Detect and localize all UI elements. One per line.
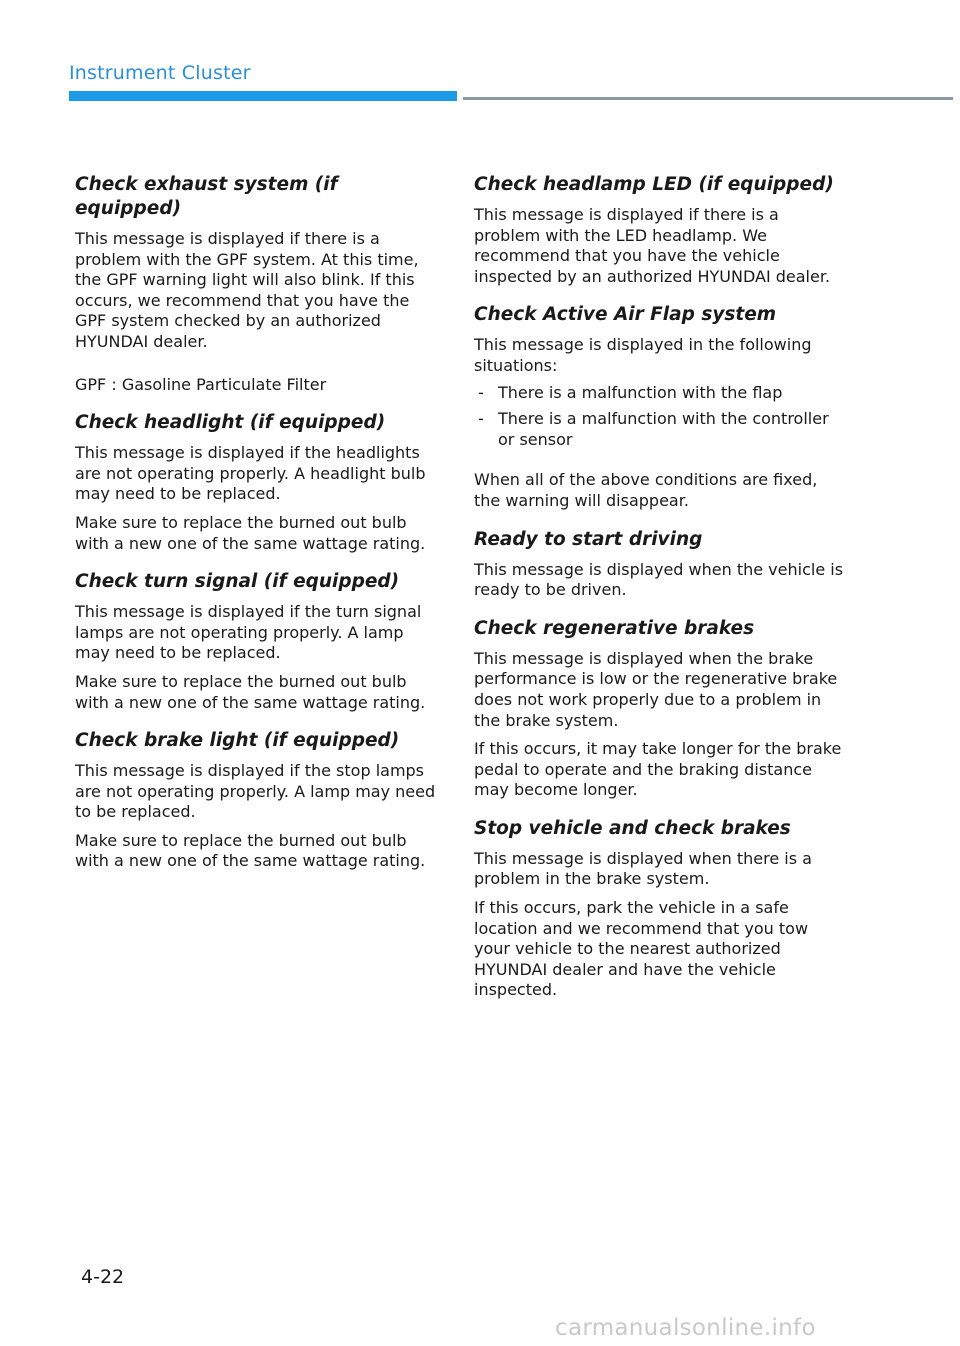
- section-paragraph: This message is displayed if there is a problem with the LED headlamp. We recommend that you have the vehicle inspected by an authorized HYUNDAI dealer.: [474, 205, 831, 286]
- section-paragraph: This message is displayed when the vehicle is ready to be driven.: [474, 559, 844, 600]
- section-heading: Check turn signal (if equipped): [75, 571, 400, 593]
- list-item: - There is a malfunction with the flap: [478, 382, 783, 402]
- section-paragraph: When all of the above conditions are fixed, the warning will disappear.: [474, 470, 818, 510]
- section-paragraph: If this occurs, park the vehicle in a safe location and we recommend that you tow your vehicle to the nearest authorized HYUNDAI dealer and have the vehicle inspected.: [474, 898, 809, 1000]
- dash-bullet-icon: -: [478, 382, 484, 402]
- section-heading: Check Active Air Flap system: [474, 304, 777, 326]
- section-check-headlight: [75, 411, 440, 554]
- section-paragraph: This message is displayed when the brake performance is low or the regenerative brake does not work properly due to a problem in the brake system.: [474, 648, 838, 730]
- section-paragraph: This message is displayed when there is a problem in the brake system.: [474, 848, 812, 889]
- section-check-turn-signal: [75, 570, 440, 713]
- section-ready-to-start: [474, 528, 844, 601]
- section-paragraph: This message is displayed if the headlights are not operating properly. A headlight bulb may need to be replaced.: [75, 443, 426, 504]
- section-heading: Check headlamp LED (if equipped): [474, 174, 834, 195]
- section-heading: Stop vehicle and check brakes: [474, 817, 791, 839]
- header-divider-line: [463, 97, 953, 100]
- section-heading: Check brake light (if equipped): [75, 730, 400, 752]
- page-header-title: Instrument Cluster: [69, 62, 251, 84]
- section-check-active-air-flap: [474, 303, 844, 511]
- page-number: 4-22: [81, 1266, 125, 1288]
- section-stop-vehicle-check-brakes: [474, 817, 844, 1001]
- section-check-brake-light: [75, 729, 440, 872]
- section-paragraph: This message is displayed if the turn signal lamps are not operating properly. A lamp may need to be replaced.: [75, 602, 422, 663]
- section-paragraph: This message is displayed if there is a problem with the GPF system. At this time, the GPF warning light will also blink. If this occurs, we recommend that you have the GPF system checked by an authorized HYUNDAI dealer.: [75, 229, 419, 351]
- section-paragraph: Make sure to replace the burned out bulb with a new one of the same wattage rating.: [75, 512, 426, 553]
- section-check-exhaust: [75, 173, 440, 395]
- section-paragraph: This message is displayed if the stop lamps are not operating properly. A lamp may need to be replaced.: [75, 761, 436, 822]
- list-item: - There is a malfunction with the controller or sensor: [478, 409, 829, 449]
- section-paragraph: This message is displayed in the following situations:: [474, 335, 812, 375]
- condition-list: [474, 383, 844, 451]
- section-heading: Check headlight (if equipped): [75, 412, 386, 434]
- right-column: [474, 173, 844, 1017]
- section-heading: Check exhaust system (if equipped): [75, 174, 338, 219]
- section-heading: Ready to start driving: [474, 528, 703, 550]
- left-column: [75, 173, 440, 888]
- section-paragraph: Make sure to replace the burned out bulb with a new one of the same wattage rating.: [75, 671, 426, 712]
- section-check-headlamp-led: [474, 173, 844, 287]
- header-accent-bar: [69, 91, 457, 101]
- section-heading: Check regenerative brakes: [474, 617, 755, 639]
- section-note: GPF : Gasoline Particulate Filter: [75, 374, 327, 394]
- section-paragraph: Make sure to replace the burned out bulb with a new one of the same wattage rating.: [75, 830, 426, 871]
- section-paragraph: If this occurs, it may take longer for the brake pedal to operate and the braking distance may become longer.: [474, 739, 842, 800]
- section-check-regenerative-brakes: [474, 617, 844, 801]
- dash-bullet-icon: -: [478, 409, 484, 429]
- watermark-text: carmanualsonline.info: [555, 1315, 816, 1341]
